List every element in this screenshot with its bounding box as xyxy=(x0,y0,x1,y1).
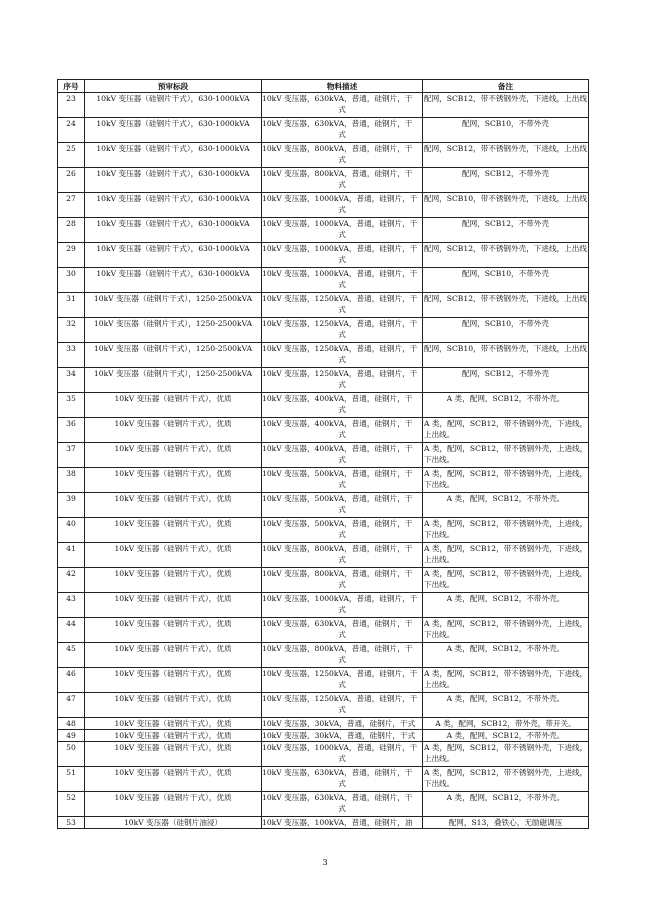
row-material xyxy=(262,817,423,829)
row-note: A 类，配网，SCB12，带不锈钢外壳，上进线，下出线。 xyxy=(423,767,589,792)
table-row xyxy=(58,243,589,268)
row-section: 10kV 变压器（硅钢片干式），630-1000kVA xyxy=(85,218,262,243)
material-line: 式 xyxy=(338,804,346,813)
material-line: 10kV 变压器，1000kVA，普通，硅钢片，干 xyxy=(262,219,418,228)
row-number: 42 xyxy=(58,568,85,593)
row-section: 10kV 变压器（硅钢片干式），630-1000kVA xyxy=(85,143,262,168)
row-note: 配网，SCB12，不带外壳 xyxy=(423,218,589,243)
row-note: 配网，SCB10，带不锈钢外壳，下进线，上出线 xyxy=(423,193,589,218)
material-line: 10kV 变压器，500kVA，普通，硅钢片，干 xyxy=(262,469,413,478)
material-line: 式 xyxy=(338,255,346,264)
row-section: 10kV 变压器（硅钢片干式），630-1000kVA xyxy=(85,93,262,118)
row-note: A 类，配网，SCB12，不带外壳。 xyxy=(423,792,589,817)
material-line: 式 xyxy=(338,130,346,139)
material-line: 10kV 变压器，800kVA，普通，硅钢片，干 xyxy=(262,544,413,553)
material-line: 式 xyxy=(338,105,346,114)
material-line: 10kV 变压器，1000kVA，普通，硅钢片，干 xyxy=(262,269,418,278)
row-material xyxy=(262,718,423,730)
table-row xyxy=(58,368,589,393)
table-row xyxy=(58,143,589,168)
row-section: 10kV 变压器（硅钢片干式），优质 xyxy=(85,418,262,443)
row-section: 10kV 变压器（硅钢片干式），优质 xyxy=(85,493,262,518)
table-row xyxy=(58,193,589,218)
row-material xyxy=(262,368,423,393)
row-note: 配网，SCB12，带不锈钢外壳，下进线，上出线 xyxy=(423,93,589,118)
table-row xyxy=(58,93,589,118)
row-note: A 类，配网，SCB12，带不锈钢外壳，上进线，下出线。 xyxy=(423,518,589,543)
material-line: 10kV 变压器，400kVA，普通，硅钢片，干 xyxy=(262,394,413,403)
material-line: 式 xyxy=(338,155,346,164)
row-number: 23 xyxy=(58,93,85,118)
material-line: 式 xyxy=(338,754,346,763)
row-section: 10kV 变压器（硅钢片干式），优质 xyxy=(85,718,262,730)
row-number: 29 xyxy=(58,243,85,268)
material-line: 10kV 变压器，800kVA，普通，硅钢片，干 xyxy=(262,144,413,153)
row-number: 38 xyxy=(58,468,85,493)
row-number: 53 xyxy=(58,817,85,829)
row-number: 48 xyxy=(58,718,85,730)
material-line: 10kV 变压器，630kVA，普通，硅钢片，干 xyxy=(262,793,413,802)
row-note: 配网，SCB12，带不锈钢外壳，下进线，上出线 xyxy=(423,293,589,318)
row-note: 配网，SCB10，不带外壳 xyxy=(423,268,589,293)
row-section: 10kV 变压器（硅钢片干式），优质 xyxy=(85,618,262,643)
row-section: 10kV 变压器（硅钢片干式），630-1000kVA xyxy=(85,268,262,293)
row-number: 27 xyxy=(58,193,85,218)
row-number: 34 xyxy=(58,368,85,393)
row-section: 10kV 变压器（硅钢片干式），630-1000kVA xyxy=(85,243,262,268)
row-number: 51 xyxy=(58,767,85,792)
material-line: 式 xyxy=(338,380,346,389)
material-line: 式 xyxy=(338,455,346,464)
row-section: 10kV 变压器（硅钢片干式），优质 xyxy=(85,693,262,718)
row-section: 10kV 变压器（硅钢片干式），优质 xyxy=(85,468,262,493)
material-line: 10kV 变压器，400kVA，普通，硅钢片，干 xyxy=(262,444,413,453)
row-number: 43 xyxy=(58,593,85,618)
material-line: 式 xyxy=(338,230,346,239)
table-header-row xyxy=(58,80,589,93)
row-note: A 类，配网，SCB12，带不锈钢外壳，下进线，上出线。 xyxy=(423,742,589,767)
row-note: 配网，SCB12，带不锈钢外壳，下进线，上出线 xyxy=(423,243,589,268)
row-material xyxy=(262,643,423,668)
row-material xyxy=(262,243,423,268)
row-section: 10kV 变压器（硅钢片干式），优质 xyxy=(85,792,262,817)
row-note: A 类，配网，SCB12，带不锈钢外壳，下进线，上出线。 xyxy=(423,543,589,568)
row-number: 32 xyxy=(58,318,85,343)
header-note: 备注 xyxy=(423,80,589,93)
row-number: 30 xyxy=(58,268,85,293)
header-material: 物料描述 xyxy=(262,80,423,93)
material-line: 式 xyxy=(338,405,346,414)
row-note: A 类，配网，SCB12，不带外壳。 xyxy=(423,593,589,618)
table-row xyxy=(58,168,589,193)
row-section: 10kV 变压器（硅钢片干式），优质 xyxy=(85,518,262,543)
row-number: 40 xyxy=(58,518,85,543)
row-number: 39 xyxy=(58,493,85,518)
row-material xyxy=(262,668,423,693)
row-number: 41 xyxy=(58,543,85,568)
material-line: 10kV 变压器，1250kVA，普通，硅钢片，干 xyxy=(262,369,418,378)
material-line: 式 xyxy=(338,505,346,514)
row-number: 28 xyxy=(58,218,85,243)
material-line: 10kV 变压器，400kVA，普通，硅钢片，干 xyxy=(262,419,413,428)
material-line: 式 xyxy=(338,680,346,689)
page-number: 3 xyxy=(322,858,328,867)
table-row xyxy=(58,418,589,443)
material-line: 10kV 变压器，1250kVA，普通，硅钢片，干 xyxy=(262,344,418,353)
row-section: 10kV 变压器（硅钢片干式），1250-2500kVA xyxy=(85,318,262,343)
material-line: 10kV 变压器，30kVA，普通，硅钢片，干式 xyxy=(262,719,416,728)
row-note: 配网，SCB10，不带外壳 xyxy=(423,118,589,143)
row-material xyxy=(262,318,423,343)
material-line: 10kV 变压器，800kVA，普通，硅钢片，干 xyxy=(262,169,413,178)
row-note: A 类，配网，SCB12，带不锈钢外壳，上进线，下出线。 xyxy=(423,568,589,593)
row-note: 配网，SCB12，不带外壳 xyxy=(423,368,589,393)
material-line: 10kV 变压器，1000kVA，普通，硅钢片，干 xyxy=(262,743,418,752)
row-section: 10kV 变压器（硅钢片干式），1250-2500kVA xyxy=(85,368,262,393)
row-material xyxy=(262,218,423,243)
row-number: 26 xyxy=(58,168,85,193)
material-line: 式 xyxy=(338,205,346,214)
row-material xyxy=(262,418,423,443)
materials-table xyxy=(57,79,589,829)
row-section: 10kV 变压器（硅钢片干式），优质 xyxy=(85,730,262,742)
row-note: A 类，配网，SCB12，带不锈钢外壳，上进线，下出线。 xyxy=(423,618,589,643)
row-number: 25 xyxy=(58,143,85,168)
row-material xyxy=(262,693,423,718)
material-line: 式 xyxy=(338,430,346,439)
row-material xyxy=(262,730,423,742)
row-number: 52 xyxy=(58,792,85,817)
material-line: 式 xyxy=(338,355,346,364)
row-number: 50 xyxy=(58,742,85,767)
row-material xyxy=(262,593,423,618)
row-material xyxy=(262,543,423,568)
row-note: 配网，SCB12，带不锈钢外壳，下进线，上出线 xyxy=(423,143,589,168)
material-line: 10kV 变压器，1250kVA，普通，硅钢片，干 xyxy=(262,694,418,703)
row-note: A 类，配网，SCB12，带不锈钢外壳，上进线，下出线。 xyxy=(423,468,589,493)
table-body xyxy=(58,93,589,829)
row-note: A 类，配网，SCB12，带外壳，带开关。 xyxy=(423,718,589,730)
row-section: 10kV 变压器（硅钢片干式），630-1000kVA xyxy=(85,193,262,218)
row-note: A 类，配网，SCB12，不带外壳。 xyxy=(423,730,589,742)
row-material xyxy=(262,343,423,368)
material-line: 10kV 变压器，1250kVA，普通，硅钢片，干 xyxy=(262,294,418,303)
row-section: 10kV 变压器（硅钢片干式），优质 xyxy=(85,668,262,693)
row-note: A 类，配网，SCB12，带不锈钢外壳，下进线，上出线。 xyxy=(423,418,589,443)
row-material xyxy=(262,618,423,643)
table-row xyxy=(58,730,589,742)
table-row xyxy=(58,118,589,143)
table-row xyxy=(58,293,589,318)
row-note: 配网，S13，叠铁心，无励磁调压 xyxy=(423,817,589,829)
row-section: 10kV 变压器（硅钢片干式），优质 xyxy=(85,742,262,767)
material-line: 式 xyxy=(338,305,346,314)
row-section: 10kV 变压器（硅钢片干式），优质 xyxy=(85,643,262,668)
row-number: 45 xyxy=(58,643,85,668)
material-line: 10kV 变压器，630kVA，普通，硅钢片，干 xyxy=(262,119,413,128)
row-section: 10kV 变压器（硅钢片干式），优质 xyxy=(85,767,262,792)
row-material xyxy=(262,792,423,817)
row-number: 35 xyxy=(58,393,85,418)
material-line: 式 xyxy=(338,705,346,714)
row-section: 10kV 变压器（硅钢片干式），优质 xyxy=(85,543,262,568)
material-line: 10kV 变压器，1000kVA，普通，硅钢片，干 xyxy=(262,244,418,253)
table-row xyxy=(58,792,589,817)
row-note: A 类，配网，SCB12，带不锈钢外壳，下进线，上出线。 xyxy=(423,668,589,693)
material-line: 10kV 变压器，1250kVA，普通，硅钢片，干 xyxy=(262,319,418,328)
row-note: A 类，配网，SCB12，不带外壳。 xyxy=(423,693,589,718)
row-number: 24 xyxy=(58,118,85,143)
row-material xyxy=(262,193,423,218)
material-line: 10kV 变压器，630kVA，普通，硅钢片，干 xyxy=(262,619,413,628)
table-row xyxy=(58,668,589,693)
row-section: 10kV 变压器（硅钢片干式），630-1000kVA xyxy=(85,118,262,143)
row-section: 10kV 变压器（硅钢片干式），优质 xyxy=(85,443,262,468)
table-row xyxy=(58,218,589,243)
table-row xyxy=(58,742,589,767)
row-section: 10kV 变压器（硅钢片干式），630-1000kVA xyxy=(85,168,262,193)
row-material xyxy=(262,443,423,468)
table-row xyxy=(58,493,589,518)
row-note: 配网，SCB10，带不锈钢外壳，下进线，上出线 xyxy=(423,343,589,368)
row-number: 47 xyxy=(58,693,85,718)
table-row xyxy=(58,318,589,343)
row-section: 10kV 变压器（硅钢片干式），优质 xyxy=(85,568,262,593)
material-line: 10kV 变压器，500kVA，普通，硅钢片，干 xyxy=(262,494,413,503)
row-note: A 类，配网，SCB12，带不锈钢外壳，上进线，下出线。 xyxy=(423,443,589,468)
table-row xyxy=(58,443,589,468)
material-line: 式 xyxy=(338,330,346,339)
material-line: 式 xyxy=(338,655,346,664)
material-line: 式 xyxy=(338,480,346,489)
row-section: 10kV 变压器（硅钢片干式），优质 xyxy=(85,593,262,618)
table-row xyxy=(58,593,589,618)
row-number: 31 xyxy=(58,293,85,318)
table-row xyxy=(58,643,589,668)
row-number: 33 xyxy=(58,343,85,368)
row-material xyxy=(262,143,423,168)
row-material xyxy=(262,118,423,143)
material-line: 式 xyxy=(338,580,346,589)
row-material xyxy=(262,468,423,493)
row-note: 配网，SCB12，不带外壳 xyxy=(423,168,589,193)
table-row xyxy=(58,618,589,643)
table-row xyxy=(58,268,589,293)
material-line: 10kV 变压器，800kVA，普通，硅钢片，干 xyxy=(262,644,413,653)
table-row xyxy=(58,393,589,418)
material-line: 式 xyxy=(338,605,346,614)
material-line: 10kV 变压器，1000kVA，普通，硅钢片，干 xyxy=(262,594,418,603)
header-section: 预审标段 xyxy=(85,80,262,93)
row-section: 10kV 变压器（硅钢片干式），优质 xyxy=(85,393,262,418)
material-line: 10kV 变压器，1250kVA，普通，硅钢片，干 xyxy=(262,669,418,678)
material-line: 式 xyxy=(338,630,346,639)
row-section: 10kV 变压器（硅钢片干式），1250-2500kVA xyxy=(85,343,262,368)
material-line: 10kV 变压器，800kVA，普通，硅钢片，干 xyxy=(262,569,413,578)
table-row xyxy=(58,718,589,730)
row-material xyxy=(262,767,423,792)
row-material xyxy=(262,742,423,767)
row-note: A 类，配网，SCB12，不带外壳。 xyxy=(423,493,589,518)
material-line: 式 xyxy=(338,180,346,189)
row-section: 10kV 变压器（硅钢片干式），1250-2500kVA xyxy=(85,293,262,318)
material-line: 式 xyxy=(338,779,346,788)
row-material xyxy=(262,493,423,518)
material-line: 10kV 变压器，630kVA，普通，硅钢片，干 xyxy=(262,768,413,777)
row-material xyxy=(262,293,423,318)
row-number: 37 xyxy=(58,443,85,468)
row-number: 46 xyxy=(58,668,85,693)
row-material xyxy=(262,268,423,293)
material-line: 式 xyxy=(338,280,346,289)
row-number: 44 xyxy=(58,618,85,643)
table-row xyxy=(58,767,589,792)
table-row xyxy=(58,693,589,718)
material-line: 式 xyxy=(338,530,346,539)
row-number: 49 xyxy=(58,730,85,742)
row-note: A 类，配网，SCB12，不带外壳。 xyxy=(423,643,589,668)
row-material xyxy=(262,93,423,118)
table-row xyxy=(58,543,589,568)
row-section: 10kV 变压器（硅钢片油浸） xyxy=(85,817,262,829)
material-line: 10kV 变压器，30kVA，普通，硅钢片，干式 xyxy=(262,731,416,740)
row-material xyxy=(262,168,423,193)
table-row xyxy=(58,568,589,593)
material-line: 10kV 变压器，630kVA，普通，硅钢片，干 xyxy=(262,94,413,103)
row-material xyxy=(262,568,423,593)
material-line: 10kV 变压器，100kVA，普通，硅钢片，油 xyxy=(262,818,413,827)
material-line: 10kV 变压器，1000kVA，普通，硅钢片，干 xyxy=(262,194,418,203)
row-number: 36 xyxy=(58,418,85,443)
material-line: 10kV 变压器，500kVA，普通，硅钢片，干 xyxy=(262,519,413,528)
row-material xyxy=(262,518,423,543)
header-num: 序号 xyxy=(58,80,85,93)
row-note: A 类，配网，SCB12，不带外壳。 xyxy=(423,393,589,418)
table-row xyxy=(58,817,589,829)
table-row xyxy=(58,518,589,543)
table-row xyxy=(58,468,589,493)
material-line: 式 xyxy=(338,555,346,564)
table-row xyxy=(58,343,589,368)
row-note: 配网，SCB10，不带外壳 xyxy=(423,318,589,343)
row-material xyxy=(262,393,423,418)
